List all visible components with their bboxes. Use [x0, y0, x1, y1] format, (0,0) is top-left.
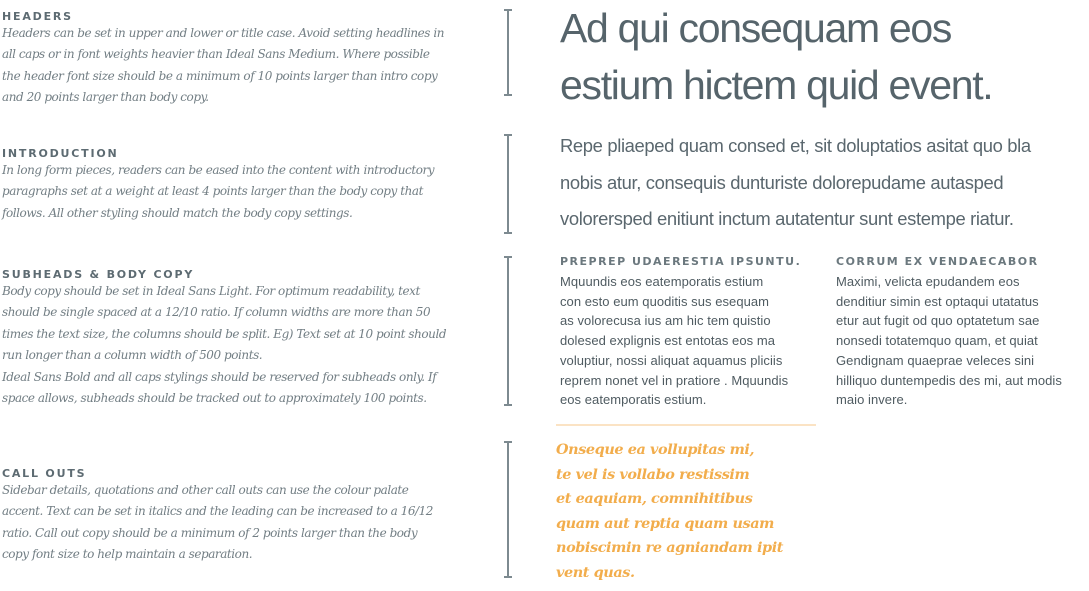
- body-line: as volorecusa ius am hic tem quistio: [560, 313, 771, 329]
- body-line: etur aut fugit od quo optatetum sae: [836, 313, 1040, 329]
- note-line: the header font size should be a minimum of 10 points larger than intro copy: [2, 68, 438, 83]
- note-line: times the text size, the columns should be split. Eg) Text set at 10 point should: [2, 326, 447, 341]
- column-b-subhead: CORRUM EX VENDAECABOR: [836, 255, 1039, 268]
- callout-line: te vel is vollabo restissim: [556, 465, 750, 483]
- note-line: copy font size to help maintain a separation.: [2, 547, 253, 562]
- subheads-note: [2, 268, 447, 407]
- callouts-note-title: CALL OUTS: [2, 467, 87, 480]
- sample-callout: [556, 438, 826, 586]
- introduction-note: [2, 147, 442, 222]
- introduction-bracket: [507, 134, 515, 234]
- note-line: and 20 points larger than body copy.: [2, 90, 209, 105]
- intro-line: nobis atur, consequis dunturiste dolorepudame autasped: [560, 171, 1004, 193]
- body-column-b: [836, 255, 1088, 410]
- note-line: ratio. Call out copy should be a minimum of 2 points larger than the body: [2, 525, 418, 540]
- callouts-note: [2, 467, 442, 564]
- note-line: In long form pieces, readers can be eased into the content with introductory: [2, 163, 435, 177]
- note-line: Headers can be set in upper and lower or title case. Avoid setting headlines in: [2, 26, 445, 40]
- body-line: Mquundis eos eatemporatis estium: [560, 274, 764, 289]
- headers-note-title: HEADERS: [2, 10, 73, 23]
- body-line: Gendignam quaeprae veleces sini: [836, 352, 1035, 368]
- subheads-note-title: SUBHEADS & BODY COPY: [2, 268, 195, 281]
- body-line: maio invere.: [836, 392, 908, 408]
- note-line: Sidebar details, quotations and other call outs can use the colour palate: [2, 483, 409, 497]
- body-line: con esto eum quoditis sus esequam: [560, 293, 770, 309]
- body-line: reprem nonet vel in pratiore . Mquundis: [560, 372, 789, 388]
- note-line: run longer than a column width of 500 points.: [2, 348, 263, 363]
- headers-note-body: [2, 24, 445, 107]
- callout-line: vent quas.: [556, 563, 635, 581]
- body-line: Maximi, velicta epudandem eos: [836, 274, 1020, 289]
- note-line: follows. All other styling should match the body copy settings.: [2, 205, 353, 220]
- callouts-note-body: [2, 481, 442, 564]
- column-a-body: [560, 272, 816, 410]
- callout-line: Onseque ea vollupitas mi,: [556, 441, 755, 458]
- sample-intro: [560, 128, 1085, 238]
- headers-bracket: [507, 9, 515, 96]
- subheads-note-body: [2, 282, 447, 365]
- column-b-body: [836, 272, 1088, 410]
- note-line: space allows, subheads should be tracked out to approximately 100 points.: [2, 391, 427, 406]
- subheads-bracket: [507, 256, 515, 406]
- column-a-subhead: PREPREP UDAERESTIA IPSUNTU.: [560, 255, 802, 268]
- body-column-a: [560, 255, 816, 410]
- subheads-note-body-2: [2, 368, 442, 408]
- body-line: eos eatemporatis estium.: [560, 392, 707, 408]
- callout-line: nobiscimin re agniandam ipit: [556, 539, 784, 557]
- body-line: hilliquo duntempedis des mi, aut modis: [836, 372, 1062, 388]
- note-line: should be single spaced at a 12/10 ratio. If column widths are more than 50: [2, 305, 431, 320]
- body-line: dolesed explignis est entotas eos ma: [560, 333, 775, 349]
- headline-line: estium hictem quid event.: [560, 62, 993, 108]
- sample-headline: [560, 0, 1085, 114]
- headers-note: [2, 10, 445, 107]
- callout-divider: [556, 424, 816, 426]
- callout-line: quam aut reptia quam usam: [556, 514, 774, 532]
- body-line: voluptiur, nossi aliquat aquamus pliciis: [560, 352, 783, 368]
- note-line: Ideal Sans Bold and all caps stylings should be reserved for subheads only. If: [2, 369, 437, 384]
- intro-line: Repe pliaeped quam consed et, sit doluptatios asitat quo bla: [560, 135, 1031, 156]
- body-line: nonsedi totatemquo quam, et quiat: [836, 333, 1038, 349]
- introduction-note-body: [2, 161, 442, 222]
- note-line: all caps or in font weights heavier than Ideal Sans Medium. Where possible: [2, 47, 430, 62]
- intro-line: volorersped enitiunt inctum autatentur sunt estempe riatur.: [560, 208, 1014, 229]
- headline-line: Ad qui consequam eos: [560, 5, 952, 51]
- note-line: accent. Text can be set in italics and the leading can be increased to a 16/12: [2, 504, 433, 519]
- introduction-note-title: INTRODUCTION: [2, 147, 119, 160]
- callout-line: et eaquiam, comnihitibus: [556, 490, 753, 508]
- body-line: denditiur simin est optaqui utatatus: [836, 293, 1039, 309]
- note-line: Body copy should be set in Ideal Sans Light. For optimum readability, text: [2, 284, 420, 298]
- note-line: paragraphs set at a weight at least 4 points larger than the body copy that: [2, 184, 423, 199]
- callouts-bracket: [507, 441, 515, 578]
